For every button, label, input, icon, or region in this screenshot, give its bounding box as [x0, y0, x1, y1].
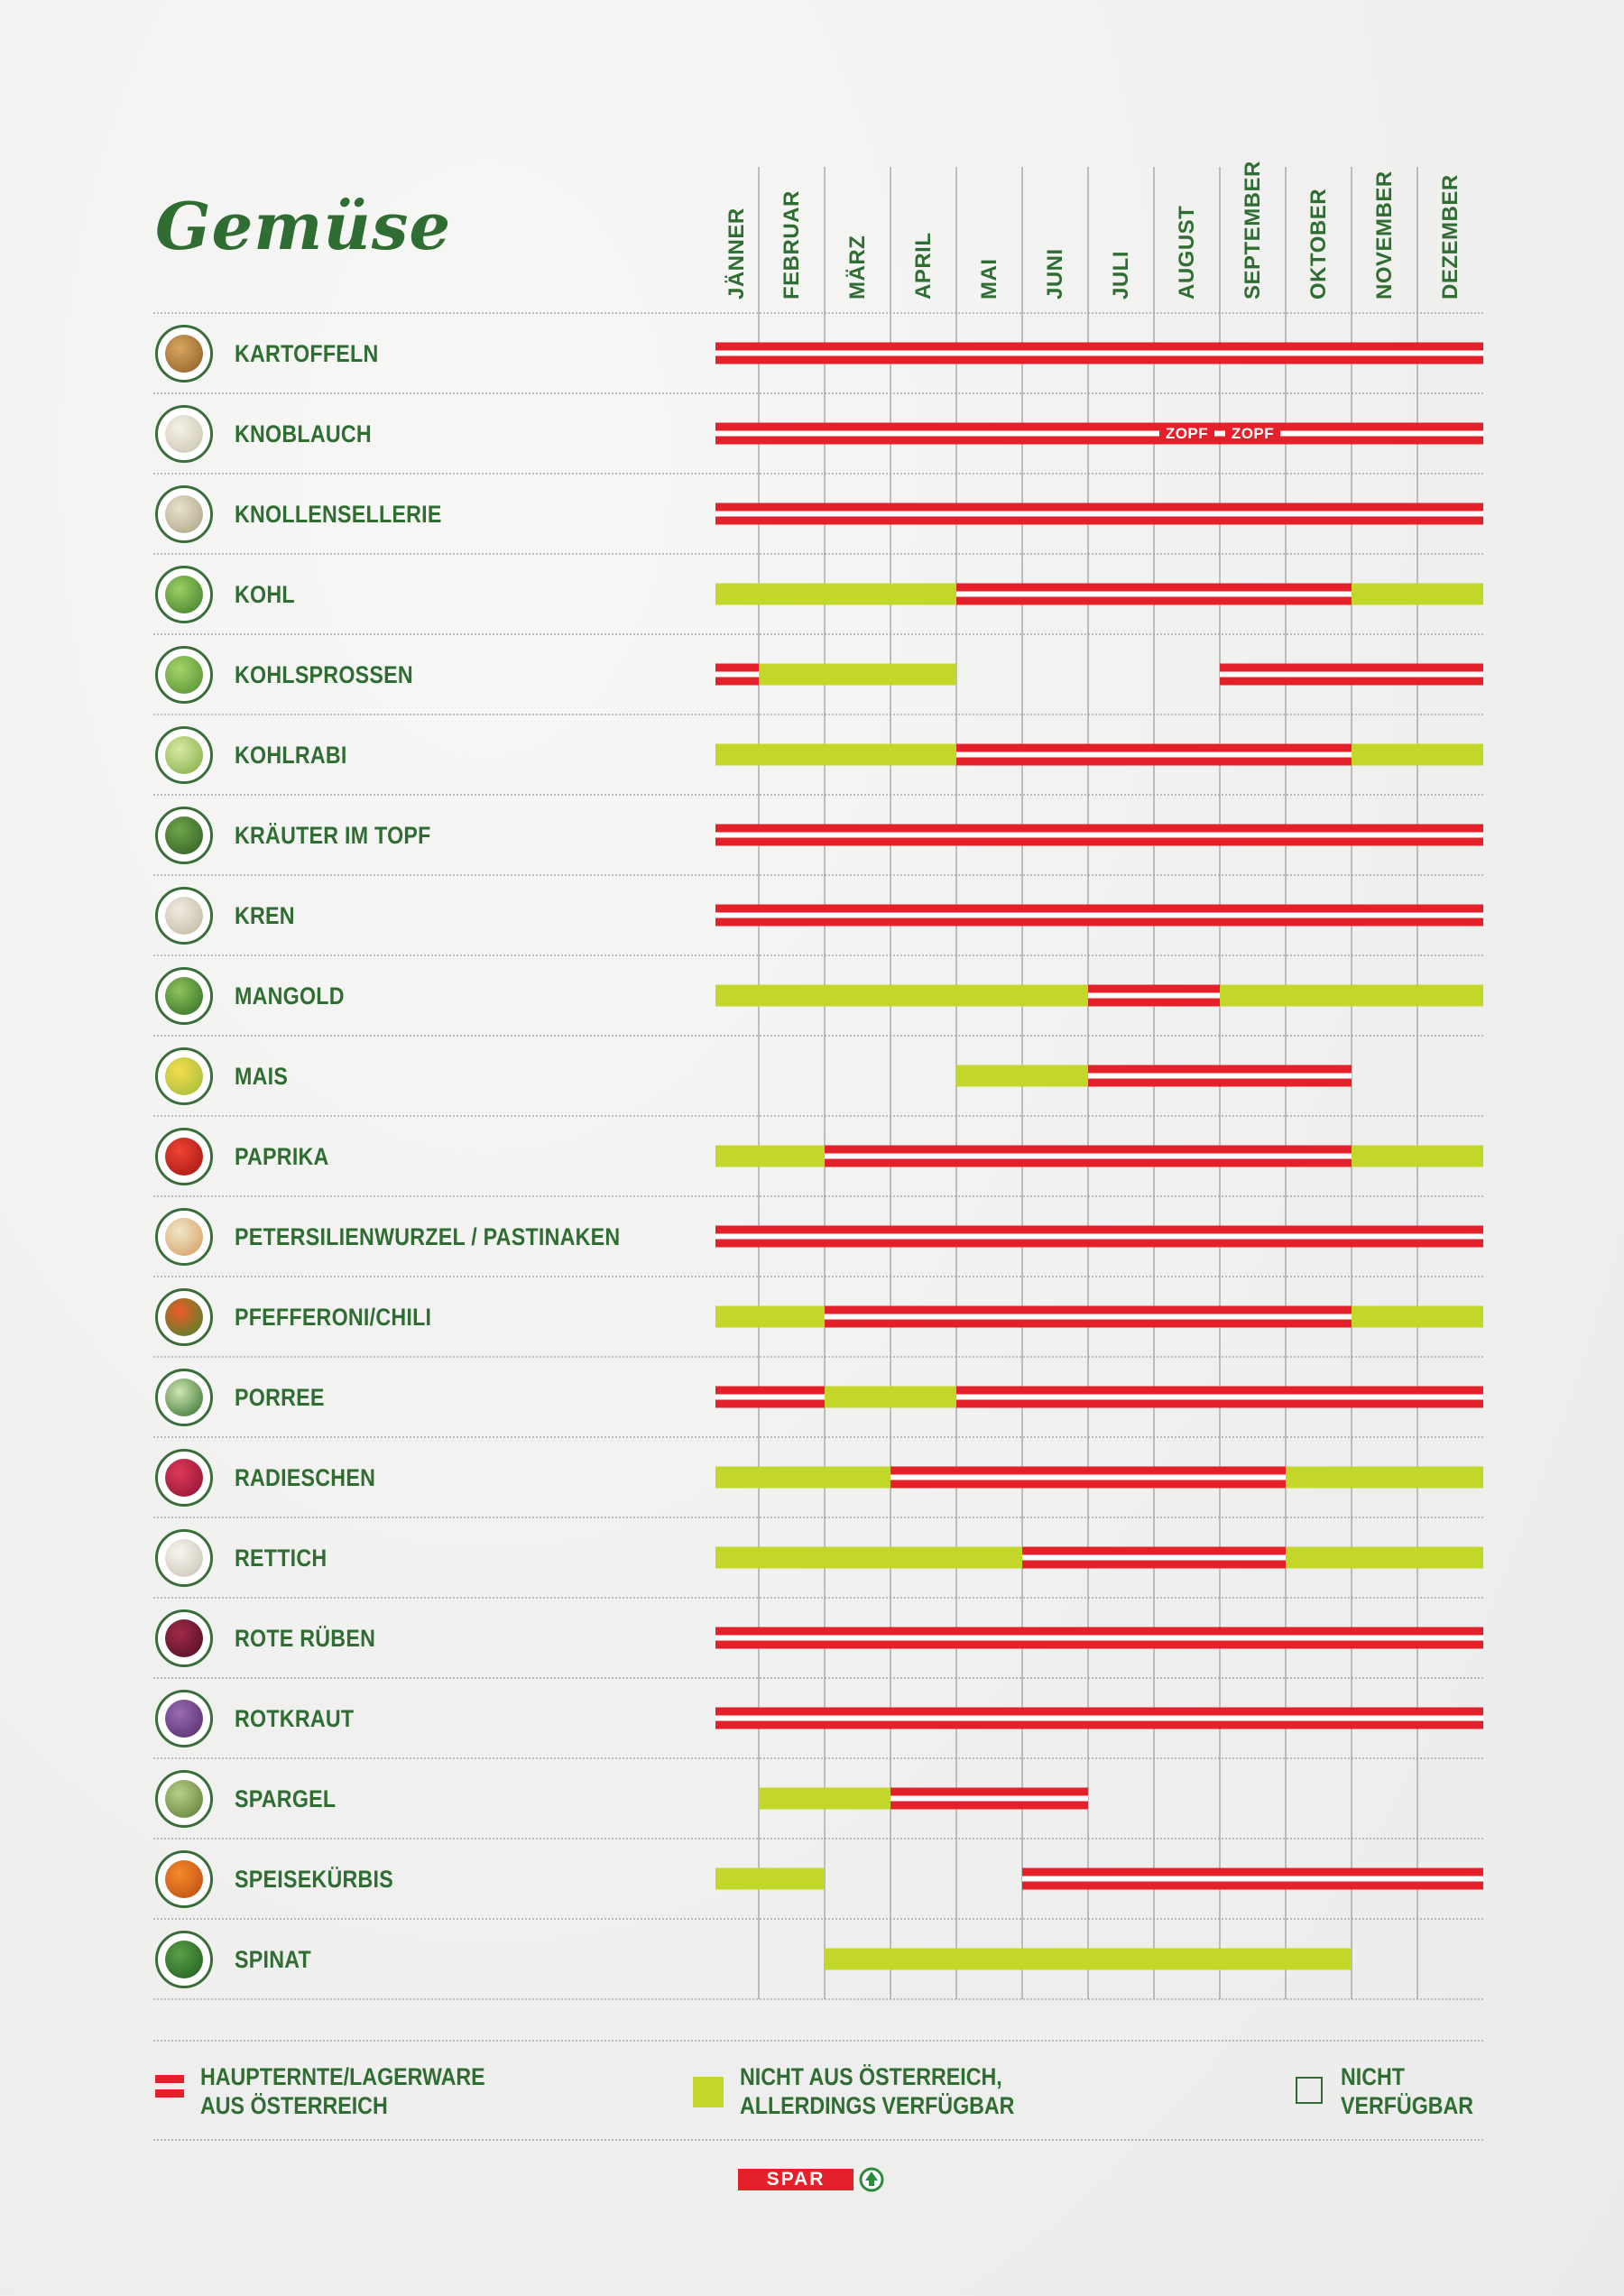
segment-import-available [759, 664, 956, 686]
segment-austria-harvest [715, 825, 1483, 846]
vegetable-photo [165, 495, 203, 533]
vegetable-photo [165, 335, 203, 373]
vegetable-photo [165, 1057, 203, 1095]
vegetable-photo [165, 415, 203, 453]
month-header-label: MAI [976, 258, 1001, 300]
segment-import-available [715, 584, 956, 605]
segment-import-available [715, 744, 956, 766]
segment-austria-harvest [956, 584, 1352, 605]
segment-import-available [715, 1146, 825, 1167]
segment-austria-harvest [1088, 1065, 1352, 1087]
segment-import-available [825, 1949, 1352, 1970]
segment-white-stripe [1220, 672, 1483, 678]
segment-austria-harvest [715, 905, 1483, 927]
segment-white-stripe [1088, 993, 1220, 999]
segment-austria-harvest [715, 1226, 1483, 1248]
segment-white-stripe [956, 1395, 1483, 1400]
month-header-label: JULI [1108, 250, 1133, 300]
legend-lime-swatch [693, 2077, 724, 2107]
month-header-label: SEPTEMBER [1240, 161, 1265, 300]
vegetable-name: PORREE [235, 1383, 325, 1411]
chili-icon [155, 1288, 213, 1346]
segment-austria-harvest [825, 1306, 1352, 1328]
segment-import-available [715, 1868, 825, 1890]
legend-red-label [200, 2062, 485, 2120]
vegetable-photo [165, 1379, 203, 1416]
month-header-label: DEZEMBER [1437, 174, 1463, 300]
vegetable-photo [165, 656, 203, 694]
spar-tree-icon [859, 2167, 884, 2192]
month-header-label: APRIL [910, 232, 936, 300]
vegetable-name: RETTICH [235, 1544, 328, 1572]
month-header-label: JÄNNER [724, 207, 749, 300]
leek-icon [155, 1369, 213, 1426]
corn-icon [155, 1047, 213, 1105]
vegetable-name: SPARGEL [235, 1784, 337, 1812]
segment-austria-harvest [1022, 1868, 1483, 1890]
celeriac-icon [155, 485, 213, 543]
month-header-label: AUGUST [1174, 205, 1199, 300]
vegetable-name: KARTOFFELN [235, 339, 379, 367]
vegetable-photo [165, 1700, 203, 1738]
legend-lime-line2: ALLERDINGS VERFÜGBAR [740, 2092, 1015, 2119]
vegetable-photo [165, 1459, 203, 1497]
vegetable-photo [165, 1619, 203, 1657]
legend-red-line1: HAUPTERNTE/LAGERWARE [200, 2063, 485, 2090]
segment-white-stripe [715, 833, 1483, 838]
legend-lime-label [740, 2062, 1014, 2120]
vegetable-name: KNOLLENSELLERIE [235, 500, 442, 528]
vegetable-name: PFEFFERONI/CHILI [235, 1303, 432, 1331]
segment-white-stripe [825, 1314, 1352, 1320]
vegetable-name: KRÄUTER IM TOPF [235, 821, 431, 849]
segment-import-available [1352, 744, 1483, 766]
segment-white-stripe [890, 1796, 1088, 1802]
segment-white-stripe [1022, 1555, 1286, 1561]
segment-austria-harvest [715, 1708, 1483, 1729]
vegetable-photo [165, 977, 203, 1015]
vegetable-name: KOHLSPROSSEN [235, 660, 413, 688]
segment-import-available [715, 985, 1088, 1007]
segment-austria-harvest [715, 503, 1483, 525]
segment-import-available [956, 1065, 1088, 1087]
spar-logo-text: SPAR [738, 2169, 854, 2190]
segment-import-available [1286, 1547, 1483, 1569]
kohlrabi-icon [155, 726, 213, 784]
segment-white-stripe [715, 913, 1483, 918]
cabbage-icon [155, 566, 213, 623]
legend-red-line2: AUS ÖSTERREICH [200, 2092, 388, 2119]
segment-white-stripe [715, 1716, 1483, 1721]
segment-white-stripe [1088, 1074, 1352, 1079]
segment-white-stripe [715, 1395, 825, 1400]
spinach-icon [155, 1931, 213, 1988]
legend-empty-swatch [1296, 2077, 1323, 2104]
segment-white-stripe [956, 752, 1352, 758]
segment-austria-harvest [825, 1146, 1352, 1167]
legend-red-swatch [155, 2075, 184, 2100]
white-radish-icon [155, 1529, 213, 1587]
segment-austria-harvest [1088, 985, 1220, 1007]
potato-icon [155, 325, 213, 383]
segment-white-stripe [715, 431, 1483, 437]
vegetable-name: ROTE RÜBEN [235, 1624, 376, 1652]
vegetable-name: PETERSILIENWURZEL / PASTINAKEN [235, 1222, 621, 1250]
vegetable-name: SPEISEKÜRBIS [235, 1865, 394, 1893]
vegetable-photo [165, 576, 203, 613]
segment-austria-harvest [715, 1627, 1483, 1649]
vegetable-name: ROTKRAUT [235, 1704, 355, 1732]
segment-import-available [1286, 1467, 1483, 1489]
segment-austria-harvest [956, 744, 1352, 766]
pumpkin-icon [155, 1850, 213, 1908]
segment-import-available [1220, 985, 1483, 1007]
asparagus-icon [155, 1770, 213, 1828]
beetroot-icon [155, 1609, 213, 1667]
segment-white-stripe [825, 1154, 1352, 1159]
segment-import-available [715, 1467, 890, 1489]
red-cabbage-icon [155, 1690, 213, 1747]
segment-import-available [715, 1547, 1022, 1569]
vegetable-photo [165, 1539, 203, 1577]
segment-austria-harvest [715, 423, 1483, 445]
vegetable-name: KOHLRABI [235, 741, 347, 769]
segment-import-available [1352, 584, 1483, 605]
month-header-label: MÄRZ [844, 235, 870, 300]
segment-white-stripe [715, 512, 1483, 517]
legend-none-label [1341, 2062, 1473, 2120]
spar-logo [738, 2167, 884, 2194]
segment-austria-harvest [956, 1387, 1483, 1408]
segment-white-stripe [715, 1234, 1483, 1240]
bell-pepper-icon [155, 1128, 213, 1185]
vegetable-name: SPINAT [235, 1945, 311, 1973]
vegetable-photo [165, 1298, 203, 1336]
chard-icon [155, 967, 213, 1025]
segment-austria-harvest [1022, 1547, 1286, 1569]
vegetable-photo [165, 897, 203, 935]
segment-white-stripe [715, 351, 1483, 356]
month-header-label: JUNI [1042, 248, 1067, 300]
segment-import-available [715, 1306, 825, 1328]
vegetable-name: MANGOLD [235, 982, 345, 1010]
legend-none-line2: VERFÜGBAR [1341, 2092, 1474, 2119]
vegetable-name: KOHL [235, 580, 295, 608]
segment-austria-harvest [1220, 664, 1483, 686]
segment-white-stripe [890, 1475, 1286, 1480]
zopf-note: ZOPF [1225, 424, 1280, 444]
legend-none-line1: NICHT [1341, 2063, 1405, 2090]
vegetable-name: RADIESCHEN [235, 1463, 376, 1491]
zopf-note: ZOPF [1159, 424, 1214, 444]
segment-white-stripe [956, 592, 1352, 597]
segment-austria-harvest [715, 664, 759, 686]
vegetable-photo [165, 816, 203, 854]
vegetable-photo [165, 1218, 203, 1256]
month-header-label: OKTOBER [1306, 188, 1331, 300]
vegetable-name: KNOBLAUCH [235, 420, 372, 447]
segment-austria-harvest [715, 1387, 825, 1408]
segment-import-available [759, 1788, 890, 1810]
page-title: Gemüse [155, 188, 452, 264]
garlic-icon [155, 405, 213, 463]
vegetable-name: MAIS [235, 1062, 289, 1090]
segment-austria-harvest [715, 343, 1483, 364]
vegetable-photo [165, 1941, 203, 1978]
vegetable-name: PAPRIKA [235, 1142, 329, 1170]
month-header-label: NOVEMBER [1371, 171, 1397, 300]
segment-white-stripe [1022, 1876, 1483, 1882]
brussels-sprouts-icon [155, 646, 213, 704]
segment-import-available [1352, 1306, 1483, 1328]
vegetable-photo [165, 1780, 203, 1818]
vegetable-name: KREN [235, 901, 295, 929]
segment-austria-harvest [890, 1788, 1088, 1810]
month-header-label: FEBRUAR [779, 190, 804, 300]
vegetable-photo [165, 1860, 203, 1898]
segment-import-available [1352, 1146, 1483, 1167]
segment-white-stripe [715, 672, 759, 678]
parsnip-icon [155, 1208, 213, 1266]
legend-lime-line1: NICHT AUS ÖSTERREICH, [740, 2063, 1002, 2090]
segment-import-available [825, 1387, 956, 1408]
segment-austria-harvest [890, 1467, 1286, 1489]
potted-herbs-icon [155, 807, 213, 864]
vegetable-photo [165, 736, 203, 774]
vegetable-photo [165, 1138, 203, 1176]
horseradish-icon [155, 887, 213, 945]
segment-white-stripe [715, 1636, 1483, 1641]
radish-icon [155, 1449, 213, 1507]
